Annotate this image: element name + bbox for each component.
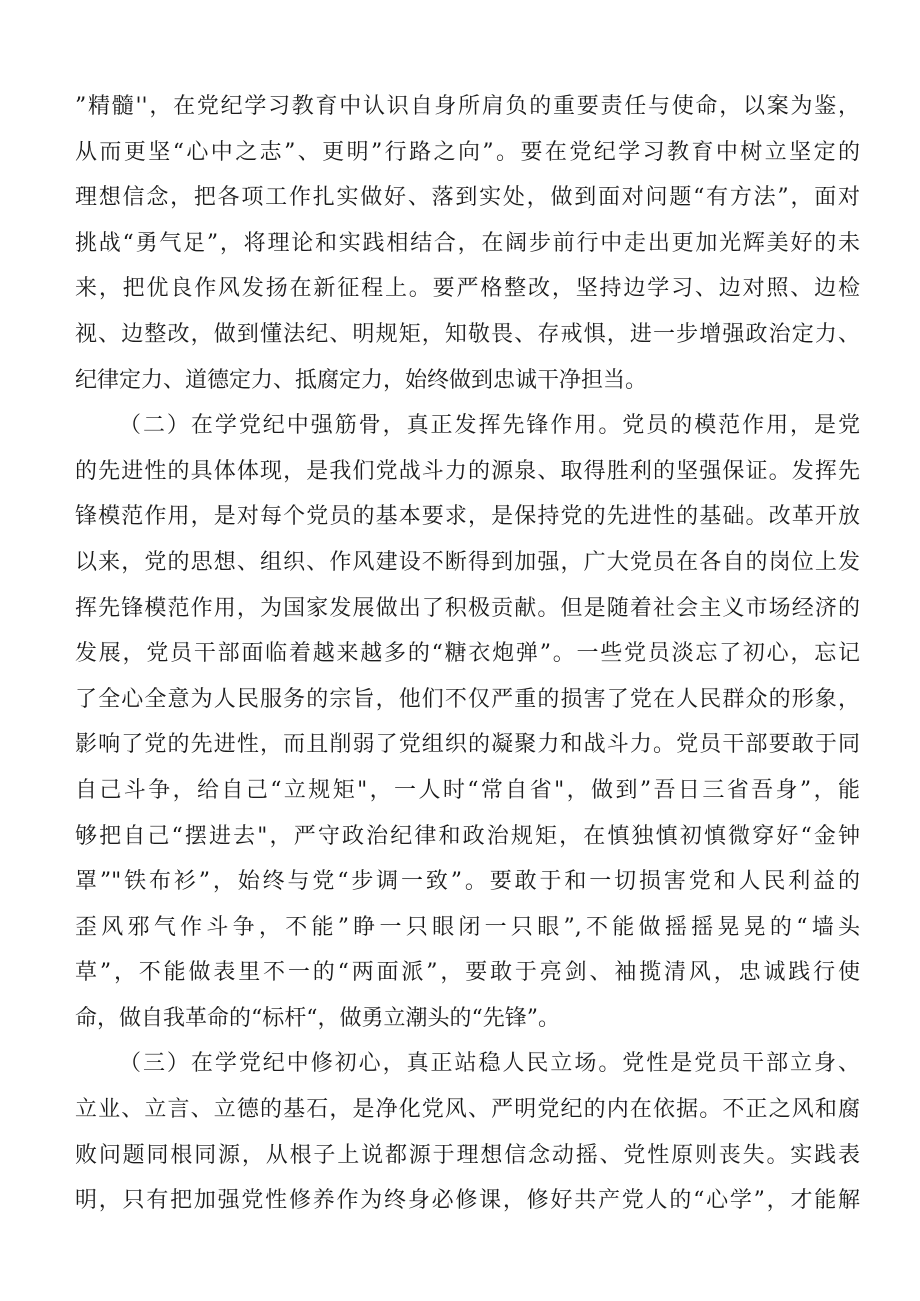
text-line: 草”，不能做表里不一的“两面派”，要敢于亮剑、袖揽清风，忠诚践行使	[75, 960, 860, 986]
text-line: 视、边整改，做到懂法纪、明规矩，知敬畏、存戒惧，进一步增强政治定力、	[75, 321, 860, 347]
text-line: 挑战“勇气足”，将理论和实践相结合，在阔步前行中走出更加光辉美好的未	[75, 230, 860, 256]
text-line: 挥先锋模范作用，为国家发展做出了积极贡献。但是随着社会主义市场经济的	[75, 595, 860, 621]
text-line: 明，只有把加强党性修养作为终身必修课，修好共产党人的“心学”，才能解	[75, 1188, 860, 1214]
paragraph-2	[75, 403, 860, 1041]
text-line: 够把自己“摆进去"，严守政治纪律和政治规矩，在慎独慎初慎微穿好“金钟	[75, 823, 860, 849]
text-line: 以来，党的思想、组织、作风建设不断得到加强，广大党员在各自的岗位上发	[75, 549, 860, 575]
text-line: 发展，党员干部面临着越来越多的“糖衣炮弹”。一些党员淡忘了初心，忘记	[75, 641, 860, 667]
text-line: 罩”"铁布衫”，始终与党“步调一致”。要敢于和一切损害党和人民利益的	[75, 869, 860, 895]
text-line: 歪风邪气作斗争，不能”睁一只眼闭一只眼”,不能做摇摇晃晃的“墙头	[75, 914, 860, 940]
text-line: 自己斗争，给自己“立规矩"，一人时“常自省"，做到”吾日三省吾身”，能	[75, 777, 860, 803]
text-line: 锋模范作用，是对每个党员的基本要求，是保持党的先进性的基础。改革开放	[75, 504, 860, 530]
text-line: 理想信念，把各项工作扎实做好、落到实处，做到面对问题“有方法”，面对	[75, 185, 860, 211]
text-line: 的先进性的具体体现，是我们党战斗力的源泉、取得胜利的坚强保证。发挥先	[75, 458, 860, 484]
text-line: 来，把优良作风发扬在新征程上。要严格整改，坚持边学习、边对照、边检	[75, 276, 860, 302]
text-line: （三）在学党纪中修初心，真正站稳人民立场。党性是党员干部立身、	[119, 1051, 860, 1077]
text-line: 从而更坚“心中之志”、更明”行路之向”。要在党纪学习教育中树立坚定的	[75, 139, 860, 165]
text-line: 纪律定力、道德定力、抵腐定力，始终做到忠诚干净担当。	[75, 367, 648, 393]
text-line: 立业、立言、立德的基石，是净化党风、严明党纪的内在依据。不正之风和腐	[75, 1097, 860, 1123]
text-line: 影响了党的先进性，而且削弱了党组织的凝聚力和战斗力。党员干部要敢于同	[75, 732, 860, 758]
text-line: ”精髓''，在党纪学习教育中认识自身所肩负的重要责任与使命，以案为鉴，	[75, 94, 860, 119]
paragraph-3	[75, 1041, 860, 1223]
text-line: 了全心全意为人民服务的宗旨，他们不仅严重的损害了党在人民群众的形象，	[75, 686, 860, 712]
text-line: 命，做自我革命的“标杆“，做勇立潮头的“先锋”。	[75, 1005, 560, 1031]
text-line: （二）在学党纪中强筋骨，真正发挥先锋作用。党员的模范作用，是党	[119, 413, 860, 439]
document-body	[75, 84, 860, 1224]
text-line: 败问题同根同源，从根子上说都源于理想信念动摇、党性原则丧失。实践表	[75, 1142, 860, 1168]
paragraph-1	[75, 84, 860, 403]
